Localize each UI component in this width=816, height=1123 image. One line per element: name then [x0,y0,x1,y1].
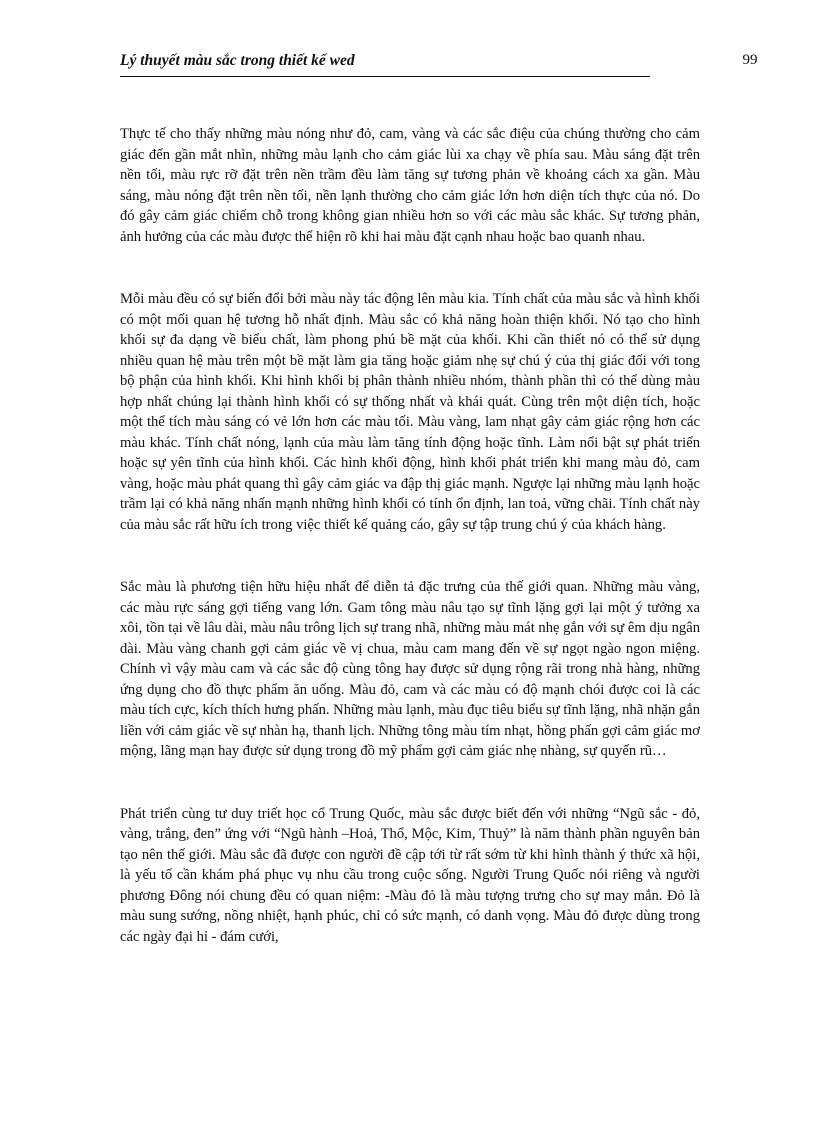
body-text [120,124,700,989]
paragraph-3: Sắc màu là phương tiện hữu hiệu nhất để diễn tả đặc trưng của thế giới quan. Những màu vàng, các màu rực sáng gợi tiếng vang lớn. Gam tông màu nâu tạo sự tĩnh lặng gợi lại một ý tưởng xa xôi, tồn tại về lâu dài, màu nâu trông lịch sự trang nhã, những màu mát nhẹ gắn với sự êm dịu ngân dài. Màu vàng chanh gợi cảm giác về vị chua, màu cam mang đến về sự ngọt ngào ngon miệng. Chính vì vậy màu cam và các sắc độ cùng tông hay được sử dụng rộng rãi trong nhà hàng, những ứng dụng cho đồ thực phẩm ăn uống. Màu đỏ, cam và các màu có độ mạnh chói được coi là các màu tích cực, kích thích hưng phấn. Những màu lạnh, màu đục tiêu biểu sự tĩnh lặng, nhã nhặn gắn liền với cảm giác về sự nhàn hạ, thanh lịch. Những tông màu tím nhạt, hồng phấn gợi cảm giác mơ mộng, lãng mạn hay được sử dụng trong đồ mỹ phẩm gợi cảm giác nhẹ nhàng, sự quyến rũ… [120,579,700,759]
paragraph-4: Phát triển cùng tư duy triết học cổ Trung Quốc, màu sắc được biết đến với những “Ngũ sắc - đỏ, vàng, trắng, đen” ứng với “Ngũ hành –Hoả, Thổ, Mộc, Kim, Thuỷ” là năm thành phần nguyên bản tạo nên thế giới. Màu sắc đã được con người đề cập tới từ rất sớm từ khi hình thành ý thức xã hội, là yếu tố cần khám phá phục vụ nhu cầu trong cuộc sống. Người Trung Quốc nói riêng và người phương Đông nói chung đều có quan niệm: -Màu đỏ là màu tượng trưng cho sự may mắn. Đỏ là màu sung sướng, nồng nhiệt, hạnh phúc, chỉ có sức mạnh, có danh vọng. Màu đỏ được dùng trong các ngày đại hỉ - đám cưới, [120,805,700,945]
paragraph-1: Thực tế cho thấy những màu nóng như đỏ, cam, vàng và các sắc điệu của chúng thường cho cảm giác đến gần mắt nhìn, những màu lạnh cho cảm giác lùi xa chạy về phía sau. Màu sáng đặt trên nền tối, màu rực rỡ đặt trên nền trầm đều làm tăng sự tương phản về khoảng cách xa gần. Màu sáng, màu nóng đặt trên nền tối, nền lạnh thường cho cảm giác lớn hơn diện tích thực của nó. Do đó gây cảm giác chiếm chỗ trong không gian nhiều hơn so với các màu sắc khác. Sự tương phản, ảnh hưởng của các màu được thể hiện rõ khi hai màu đặt cạnh nhau hoặc bao quanh nhau. [120,126,700,245]
running-header [120,50,758,77]
paragraph-2: Mỗi màu đều có sự biến đổi bởi màu này tác động lên màu kia. Tính chất của màu sắc và hình khối có một mối quan hệ tương hỗ nhất định. Màu sắc có khả năng hoàn thiện khối. Nó tạo cho hình khối sự đa dạng về biểu chất, làm phong phú bề mặt của khối. Khi cần thiết nó có thể sử dụng nhiều quan hệ màu trên một bề mặt làm gia tăng hoặc giảm nhẹ sự chú ý của thị giác đối với tong bộ phận của hình khối. Khi hình khối bị phân thành nhiều nhóm, thành phần thì có thể dùng màu hợp nhất chúng lại thành hình khối có sự thống nhất và khái quát. Cùng trên một diện tích, hoặc một thể tích màu sáng có vẻ lớn hơn các màu tối. Màu vàng, lam nhạt gây cảm giác rộng hơn các màu khác. Tính chất nóng, lạnh của màu làm tăng tính động hoặc tĩnh. Làm nổi bật sự phát triển hoặc sự yên tĩnh của hình khối. Các hình khối động, hình khối phát triển khi mang màu đỏ, cam vàng, hoặc màu phát quang thì gây cảm giác va đập thị giác mạnh. Ngược lại những màu lạnh hoặc trầm lại có khả năng nhấn mạnh những hình khối có tính ổn định, lan toả, vững chãi. Tính chất này của màu sắc rất hữu ích trong việc thiết kế quảng cáo, gây sự tập trung chú ý của khách hàng. [120,291,700,533]
header-title: Lý thuyết màu sắc trong thiết kế wed [120,52,355,69]
page-number: 99 [742,52,758,68]
